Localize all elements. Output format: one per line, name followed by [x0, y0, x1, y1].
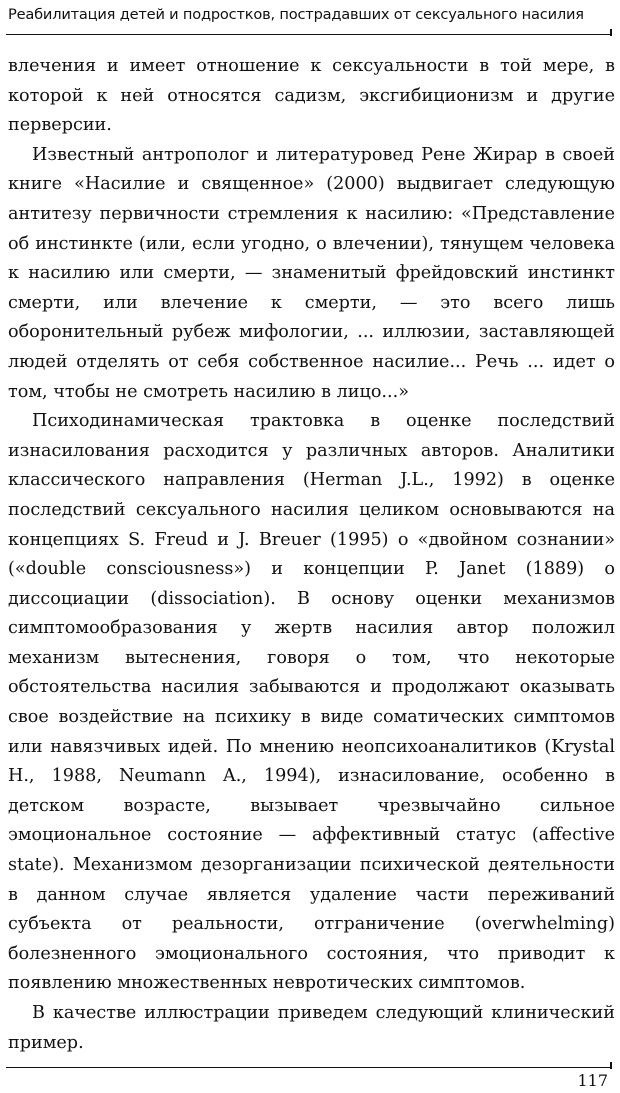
page-number: 117: [577, 1071, 608, 1090]
running-head: Реабилитация детей и подростков, пострадавших от сексуального насилия: [8, 6, 584, 23]
page-body: [8, 52, 615, 1058]
footer-rule-tick: [610, 1062, 612, 1069]
paragraph-girard: Известный антрополог и литературовед Рене Жирар в своей книге «Насилие и священное» (2000) выдвигает следующую антитезу первичности стремления к насилию: «Представление об инстинкте (или, если угодно, о влечении), тянущем человека к насилию или смерти, — знаменитый фрейдовский инстинкт смерти, или влечение к смерти, — это всего лишь оборонительный рубеж мифологии, ... иллюзии, заставляющей людей отделять от себя собственное насилие... Речь ... идет о том, чтобы не смотреть насилию в лицо...»: [8, 144, 615, 402]
header-rule: [6, 34, 612, 35]
paragraph-psychodynamic: Психодинамическая трактовка в оценке последствий изнасилования расходится у различных авторов. Аналитики классического направления (Herman J.L., 1992) в оценке последствий сексуального насилия целиком основываются на концепциях S. Freud и J. Breuer (1995) о «двойном сознании» («double consciousness») и концепции P. Janet (1889) о диссоциации (dissociation). В основу оценки механизмов симптомообразования у жертв насилия автор положил механизм вытеснения, говоря о том, что некоторые обстоятельства насилия забываются и продолжают оказывать свое воздействие на психику в виде соматических симптомов или навязчивых идей. По мнению неопсихоаналитиков (Krystal H., 1988, Neumann A., 1994), изнасилование, особенно в детском возрасте, вызывает чрезвычайно сильное эмоциональное состояние — аффективный статус (affective state). Механизмом дезорганизации психической деятельности в данном случае является удаление части переживаний субъекта от реальности, отграничение (overwhelming) болезненного эмоционального состояния, что приводит к появлению множественных невротических симптомов.: [8, 411, 615, 994]
header-rule-tick: [610, 29, 612, 36]
paragraph-illustration: В качестве иллюстрации приведем следующий клинический пример.: [8, 1003, 615, 1053]
paragraph-continuation: влечения и имеет отношение к сексуальности в той мере, в которой к ней относятся садизм, эксгибиционизм и другие перверсии.: [8, 56, 615, 136]
footer-rule: [6, 1067, 612, 1068]
